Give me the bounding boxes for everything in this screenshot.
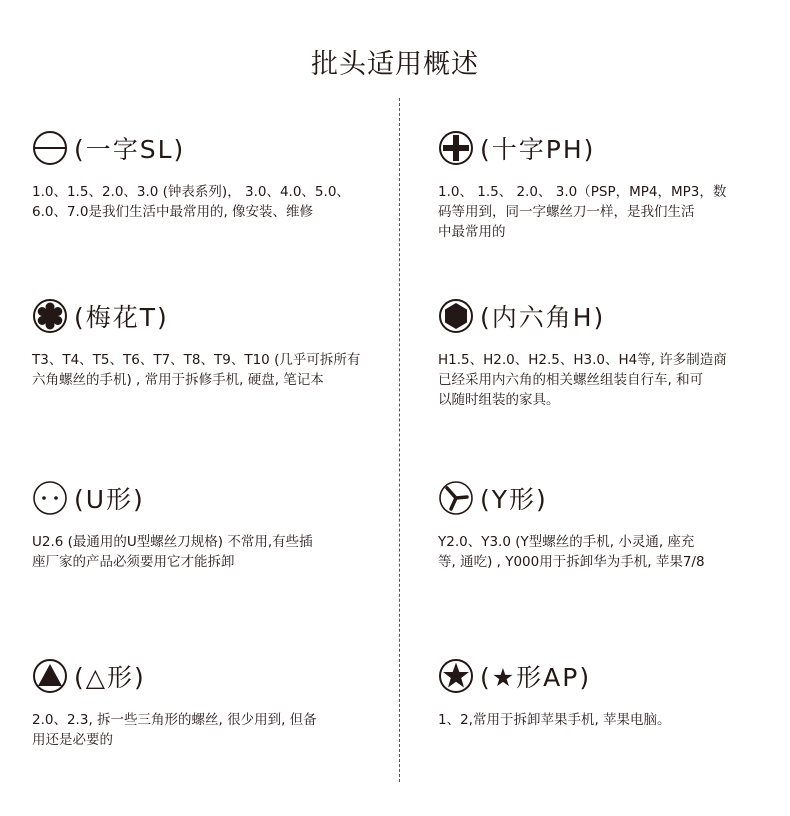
description-line: 等, 通吃) , Y000用于拆卸华为手机, 苹果7/8	[438, 554, 705, 570]
description-line: 2.0、2.3, 拆一些三角形的螺丝, 很少用到, 但备	[32, 712, 317, 728]
section-heading: (梅花T)	[74, 303, 169, 332]
u-shape-icon	[32, 480, 68, 516]
description-line: 6.0、7.0是我们生活中最常用的, 像安装、维修	[32, 204, 314, 220]
description-line: 中最常用的	[438, 224, 506, 240]
triangle-icon	[32, 658, 68, 694]
section-star	[438, 656, 788, 730]
star-icon	[438, 658, 474, 694]
description-line: 1、2,常用于拆卸苹果手机, 苹果电脑。	[438, 712, 671, 728]
description-line: 以随时组装的家具。	[438, 392, 560, 408]
description-line: 已经采用内六角的相关螺丝组装自行车, 和可	[438, 372, 704, 388]
section-description	[438, 182, 788, 242]
description-line: Y2.0、Y3.0 (Y型螺丝的手机, 小灵通, 座充	[438, 534, 695, 550]
section-description	[438, 350, 788, 410]
section-heading: (一字SL)	[74, 135, 186, 164]
description-line: H1.5、H2.0、H2.5、H3.0、H4等, 许多制造商	[438, 352, 727, 368]
torx-icon	[32, 298, 68, 334]
y-shape-icon	[438, 480, 474, 516]
section-heading: (十字PH)	[480, 135, 596, 164]
section-phillips	[438, 128, 788, 242]
section-description	[32, 710, 382, 750]
section-hex	[438, 296, 788, 410]
section-u-shape	[32, 478, 382, 572]
column-divider	[399, 98, 400, 782]
description-line: 用还是必要的	[32, 732, 113, 748]
section-description	[438, 710, 788, 730]
hex-icon	[438, 298, 474, 334]
section-heading: (△形)	[74, 663, 146, 692]
description-line: 码等用到，同一字螺丝刀一样，是我们生活	[438, 204, 695, 220]
section-triangle	[32, 656, 382, 750]
slotted-icon	[32, 130, 68, 166]
section-heading: (内六角H)	[480, 303, 606, 332]
section-description	[32, 532, 382, 572]
section-heading: (★形AP)	[480, 663, 592, 692]
phillips-icon	[438, 130, 474, 166]
section-slotted	[32, 128, 382, 222]
section-description	[32, 350, 382, 390]
section-heading: (U形)	[74, 485, 145, 514]
section-torx	[32, 296, 382, 390]
description-line: 1.0、 1.5、 2.0、 3.0（PSP，MP4，MP3，数	[438, 184, 727, 200]
section-y-shape	[438, 478, 788, 572]
description-line: 1.0、1.5、2.0、3.0 (钟表系列)， 3.0、4.0、5.0、	[32, 184, 350, 200]
section-description	[32, 182, 382, 222]
description-line: U2.6 (最通用的U型螺丝刀规格) 不常用,有些插	[32, 534, 313, 550]
section-heading: (Y形)	[480, 485, 548, 514]
page-title: 批头适用概述	[311, 49, 479, 80]
description-line: 六角螺丝的手机) , 常用于拆修手机, 硬盘, 笔记本	[32, 372, 324, 388]
section-description	[438, 532, 788, 572]
description-line: 座厂家的产品必须要用它才能拆卸	[32, 554, 235, 570]
description-line: T3、T4、T5、T6、T7、T8、T9、T10 (几乎可拆所有	[32, 352, 361, 368]
